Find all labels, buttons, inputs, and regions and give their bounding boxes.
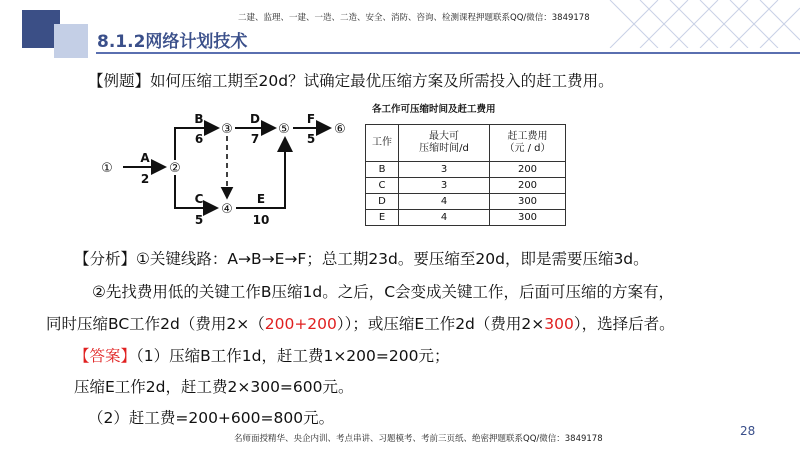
node-3: ③ (221, 122, 233, 137)
activity-c-name: C (194, 192, 204, 206)
logo-square-light (54, 24, 88, 58)
table-cell: 3 (399, 162, 490, 178)
header-cost-line1: 赶工费用 (507, 131, 548, 142)
activity-d-duration: 7 (250, 132, 260, 146)
top-banner: 二建、监理、一建、一造、二造、安全、消防、咨询、检测课程押题联系QQ/微信：3849178 (238, 13, 590, 23)
table-row (366, 178, 566, 194)
analysis-text-3a: 同时压缩BC工作2d（费用2×（ (46, 315, 265, 333)
table-caption: 各工作可压缩时间及赶工费用 (372, 104, 496, 115)
analysis-cost-e: 300 (544, 315, 574, 333)
example-label: 【例题】 (88, 72, 151, 90)
network-diagram (95, 105, 365, 230)
table-cell: 200 (490, 178, 566, 194)
node-5: ⑤ (278, 122, 290, 137)
analysis-cost-bc: 200+200 (264, 315, 337, 333)
analysis-line-1 (74, 247, 649, 269)
analysis-text-1: ①关键线路：A→B→E→F；总工期23d。要压缩至20d，即是需要压缩3d。 (136, 250, 649, 268)
answer-label: 【答案】 (74, 347, 137, 365)
table-row (366, 194, 566, 210)
table-cell: 300 (490, 194, 566, 210)
answer-line-2: 压缩E工作2d，赶工费2×300=600元。 (74, 378, 354, 396)
answer-line-1 (74, 344, 449, 366)
table-cell: 3 (399, 178, 490, 194)
corner-decoration (570, 0, 800, 48)
header-cost-line2: （元 / d） (504, 143, 551, 154)
title-underline (96, 52, 800, 54)
node-2: ② (169, 161, 181, 176)
activity-c-duration: 5 (194, 213, 204, 227)
activity-f-name: F (306, 112, 316, 126)
analysis-line-2: ②先找费用低的关键工作B压缩1d。之后，C会变成关键工作，后面可压缩的方案有， (92, 283, 675, 301)
header-max-compress (399, 125, 490, 162)
header-work: 工作 (366, 125, 399, 162)
table-cell: D (366, 194, 399, 210)
activity-a-name: A (140, 151, 150, 165)
bottom-banner: 名师面授精华、央企内训、考点串讲、习题模考、考前三页纸、绝密押题联系QQ/微信：3849178 (234, 434, 603, 444)
answer-line-3: （2）赶工费=200+600=800元。 (88, 409, 335, 427)
header-max-compress-line2: 压缩时间/d (419, 143, 469, 154)
header-max-compress-line1: 最大可 (429, 131, 459, 142)
table-row (366, 162, 566, 178)
table-row (366, 210, 566, 226)
analysis-line-3 (46, 312, 675, 334)
page-number: 28 (740, 424, 756, 438)
page-title: 8.1.2网络计划技术 (97, 32, 248, 52)
compression-table (365, 124, 566, 226)
node-1: ① (101, 161, 113, 176)
answer-text-1: （1）压缩B工作1d，赶工费1×200=200元； (136, 347, 450, 365)
activity-a-duration: 2 (140, 172, 150, 186)
activity-e-duration: 10 (252, 213, 270, 227)
activity-b-name: B (194, 112, 204, 126)
example-question (88, 69, 614, 91)
table-header-row (366, 125, 566, 162)
table-cell: 4 (399, 194, 490, 210)
example-text: 如何压缩工期至20d？试确定最优压缩方案及所需投入的赶工费用。 (150, 72, 614, 90)
header-cost (490, 125, 566, 162)
activity-b-duration: 6 (194, 132, 204, 146)
activity-e-name: E (256, 192, 266, 206)
analysis-text-3c: ），选择后者。 (573, 315, 675, 333)
analysis-text-3b: ））；或压缩E工作2d（费用2× (336, 315, 545, 333)
table-cell: 200 (490, 162, 566, 178)
table-cell: E (366, 210, 399, 226)
table-cell: 300 (490, 210, 566, 226)
table-cell: 4 (399, 210, 490, 226)
analysis-label: 【分析】 (74, 250, 137, 268)
node-6: ⑥ (334, 122, 346, 137)
table-cell: C (366, 178, 399, 194)
activity-f-duration: 5 (306, 132, 316, 146)
activity-d-name: D (250, 112, 260, 126)
node-4: ④ (221, 202, 233, 217)
table-cell: B (366, 162, 399, 178)
